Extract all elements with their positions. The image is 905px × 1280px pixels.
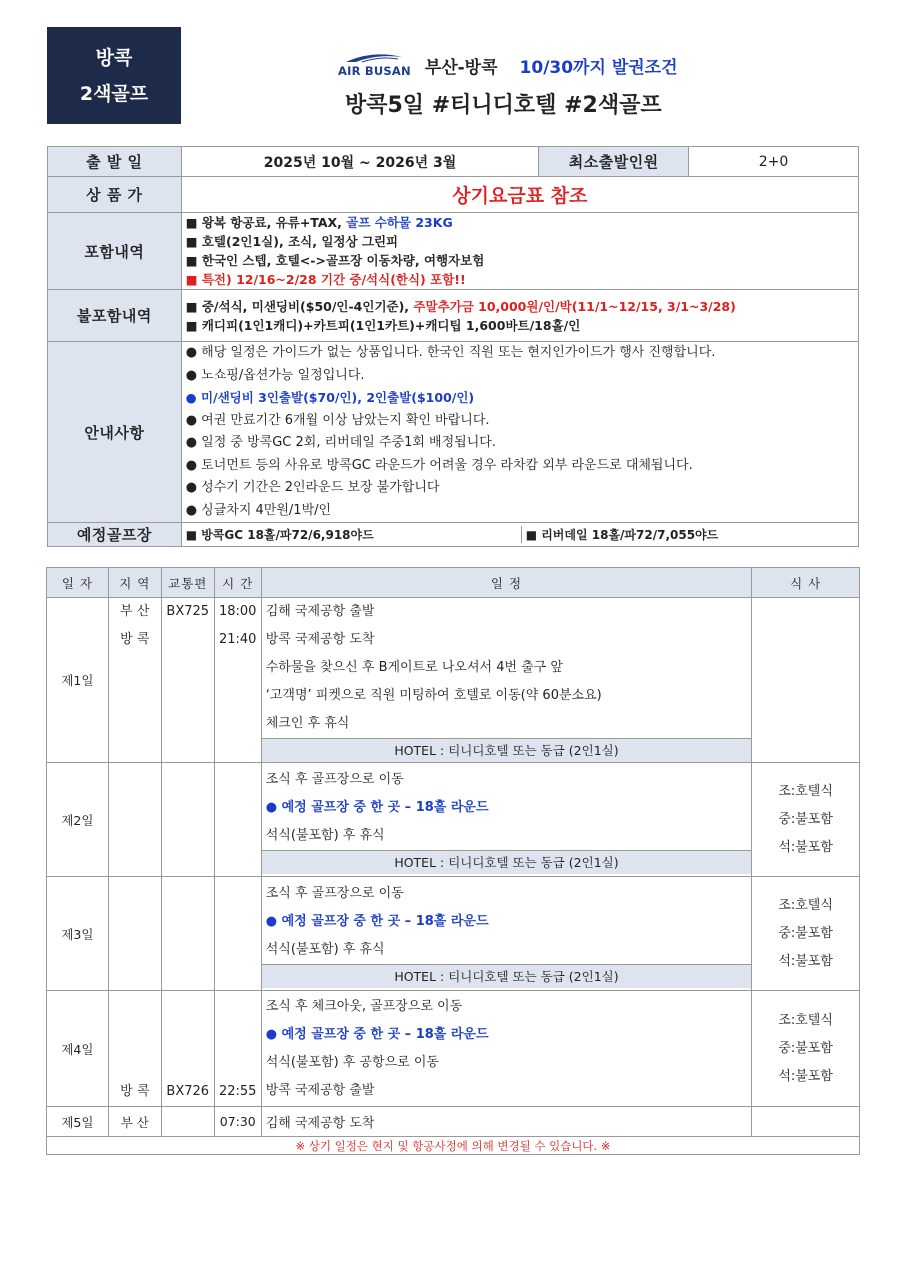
notice-item: ● 해당 일정은 가이드가 없는 상품입니다. 한국인 직원 또는 현지인가이드가 행사 진행합니다. xyxy=(185,345,716,360)
golf-round-text: ● 예정 골프장 중 한 곳 – 18홀 라운드 xyxy=(265,1027,489,1042)
day4-meal: 조:호텔식 중:불포함 석:불포함 xyxy=(752,991,860,1107)
notice-item: ● 싱글차지 4만원/1박/인 xyxy=(185,502,332,518)
min-people-label: 최소출발인원 xyxy=(539,147,689,177)
day4-time: 22:55 xyxy=(214,991,261,1107)
golf-course-2: ■ 리버데일 18홀/파72/7,055야드 xyxy=(525,528,719,542)
day2-row xyxy=(47,763,860,877)
included-item: ■ 호텔(2인1실), 조식, 일정상 그린피 xyxy=(185,234,399,249)
notice-list xyxy=(181,342,858,523)
day1-label: 제1일 xyxy=(47,598,109,763)
day1-time: 18:00 21:40 xyxy=(214,598,261,763)
day5-row xyxy=(47,1107,860,1137)
page-title: 방콕5일 #티니디호텔 #2색골프 xyxy=(345,93,662,118)
product-badge xyxy=(47,27,181,124)
excluded-item: ■ 중/석식, 미샌딩비($50/인-4인기준), 주말추가금 10,000원/인/박(11/1~12/15, 3/1~3/28) xyxy=(185,298,736,314)
day1-area: 부 산 방 콕 xyxy=(108,598,161,763)
day4-row xyxy=(47,991,860,1107)
logo-air-text: AIR xyxy=(338,64,361,78)
col-transport: 교통편 xyxy=(161,568,214,598)
golf-round-text: ● 예정 골프장 중 한 곳 – 18홀 라운드 xyxy=(265,800,489,815)
day5-area: 부 산 xyxy=(108,1107,161,1137)
notice-item: ● 성수기 기간은 2인라운드 보장 불가합니다 xyxy=(185,480,440,495)
notice-item: ● 일정 중 방콕GC 2회, 리버데일 주중1회 배정됩니다. xyxy=(185,435,496,450)
notice-item: ● 미/샌딩비 3인출발($70/인), 2인출발($100/인) xyxy=(185,390,475,405)
airbusan-wing-icon xyxy=(342,52,406,64)
golf-course-row xyxy=(181,523,858,547)
hotel-banner: HOTEL : 티니디호텔 또는 동급 (2인1실) xyxy=(262,850,752,874)
badge-line2: 2색골프 xyxy=(79,83,149,105)
included-list xyxy=(181,213,858,290)
day3-meal: 조:호텔식 중:불포함 석:불포함 xyxy=(752,877,860,991)
day2-plan: 조식 후 골프장으로 이동 ● 예정 골프장 중 한 곳 – 18홀 라운드 석식(불포함) 후 휴식 HOTEL : 티니디호텔 또는 동급 (2인1실) xyxy=(261,763,752,877)
col-date: 일 자 xyxy=(47,568,109,598)
day5-time: 07:30 xyxy=(214,1107,261,1137)
golf-course-1: ■ 방콕GC 18홀/파72/6,918야드 xyxy=(182,526,522,543)
col-area: 지 역 xyxy=(108,568,161,598)
day4-area: 방 콕 xyxy=(108,991,161,1107)
day3-plan: 조식 후 골프장으로 이동 ● 예정 골프장 중 한 곳 – 18홀 라운드 석식(불포함) 후 휴식 HOTEL : 티니디호텔 또는 동급 (2인1실) xyxy=(261,877,752,991)
included-label: 포함내역 xyxy=(48,213,182,290)
airbusan-logo xyxy=(338,52,411,78)
col-itinerary: 일 정 xyxy=(261,568,752,598)
price-label: 상 품 가 xyxy=(48,177,182,213)
excluded-item: ■ 캐디피(1인1캐디)+카트피(1인1카트)+캐디팁 1,600바트/18홀/인 xyxy=(185,317,581,333)
excluded-list xyxy=(181,290,858,342)
day3-row xyxy=(47,877,860,991)
day5-plan: 김해 국제공항 도착 xyxy=(261,1107,752,1137)
day3-label: 제3일 xyxy=(47,877,109,991)
included-item: ■ 한국인 스텝, 호텔<->골프장 이동차량, 여행자보험 xyxy=(185,253,485,268)
day4-plan: 조식 후 체크아웃, 골프장으로 이동 ● 예정 골프장 중 한 곳 – 18홀 라운드 석식(불포함) 후 공항으로 이동 방콕 국제공항 출발 xyxy=(261,991,752,1107)
day1-row xyxy=(47,598,860,763)
hotel-banner: HOTEL : 티니디호텔 또는 동급 (2인1실) xyxy=(262,738,752,762)
day2-meal: 조:호텔식 중:불포함 석:불포함 xyxy=(752,763,860,877)
col-meal: 식 사 xyxy=(752,568,860,598)
route-text: 부산-방콕 xyxy=(424,57,498,78)
day5-meal xyxy=(752,1107,860,1137)
departure-value: 2025년 10월 ~ 2026년 3월 xyxy=(181,147,539,177)
col-time: 시 간 xyxy=(214,568,261,598)
day4-flight: BX726 xyxy=(161,991,214,1107)
day5-label: 제5일 xyxy=(47,1107,109,1137)
price-value: 상기요금표 참조 xyxy=(181,177,858,213)
ticketing-condition: 10/30까지 발권조건 xyxy=(519,57,678,78)
logo-busan-text: BUSAN xyxy=(364,64,411,78)
golf-round-text: ● 예정 골프장 중 한 곳 – 18홀 라운드 xyxy=(265,914,489,929)
included-item: ■ 왕복 항공료, 유류+TAX, 골프 수하물 23KG xyxy=(185,215,453,230)
notice-label: 안내사항 xyxy=(48,342,182,523)
notice-item: ● 노쇼핑/옵션가능 일정입니다. xyxy=(185,367,365,383)
day2-label: 제2일 xyxy=(47,763,109,877)
header-line xyxy=(338,50,678,80)
day1-flight: BX725 xyxy=(161,598,214,763)
hotel-banner: HOTEL : 티니디호텔 또는 동급 (2인1실) xyxy=(262,964,752,988)
badge-line1: 방콕 xyxy=(95,47,133,69)
departure-label: 출 발 일 xyxy=(48,147,182,177)
notice-item: ● 여권 만료기간 6개월 이상 남았는지 확인 바랍니다. xyxy=(185,412,490,428)
product-info-table xyxy=(47,146,859,547)
min-people-value: 2+0 xyxy=(689,147,859,177)
day4-label: 제4일 xyxy=(47,991,109,1107)
day1-meal xyxy=(752,598,860,763)
included-item-special: ■ 특전) 12/16~2/28 기간 중/석식(한식) 포함!! xyxy=(185,272,466,287)
golf-course-label: 예정골프장 xyxy=(48,523,182,547)
itinerary-table xyxy=(46,567,860,1155)
notice-item: ● 토너먼트 등의 사유로 방콕GC 라운드가 어려울 경우 라차캄 외부 라운드로 대체됩니다. xyxy=(185,457,693,473)
schedule-footnote: ※ 상기 일정은 현지 및 항공사정에 의해 변경될 수 있습니다. ※ xyxy=(47,1137,860,1155)
day1-plan: 김해 국제공항 출발 방콕 국제공항 도착 수하물을 찾으신 후 B게이트로 나오셔서 4번 출구 앞 ‘고객명’ 피켓으로 직원 미팅하여 호텔로 이동(약 60분소요) 체크인 후 휴식 HOTEL : 티니디호텔 또는 동급 (2인1실) xyxy=(261,598,752,763)
excluded-label: 불포함내역 xyxy=(48,290,182,342)
